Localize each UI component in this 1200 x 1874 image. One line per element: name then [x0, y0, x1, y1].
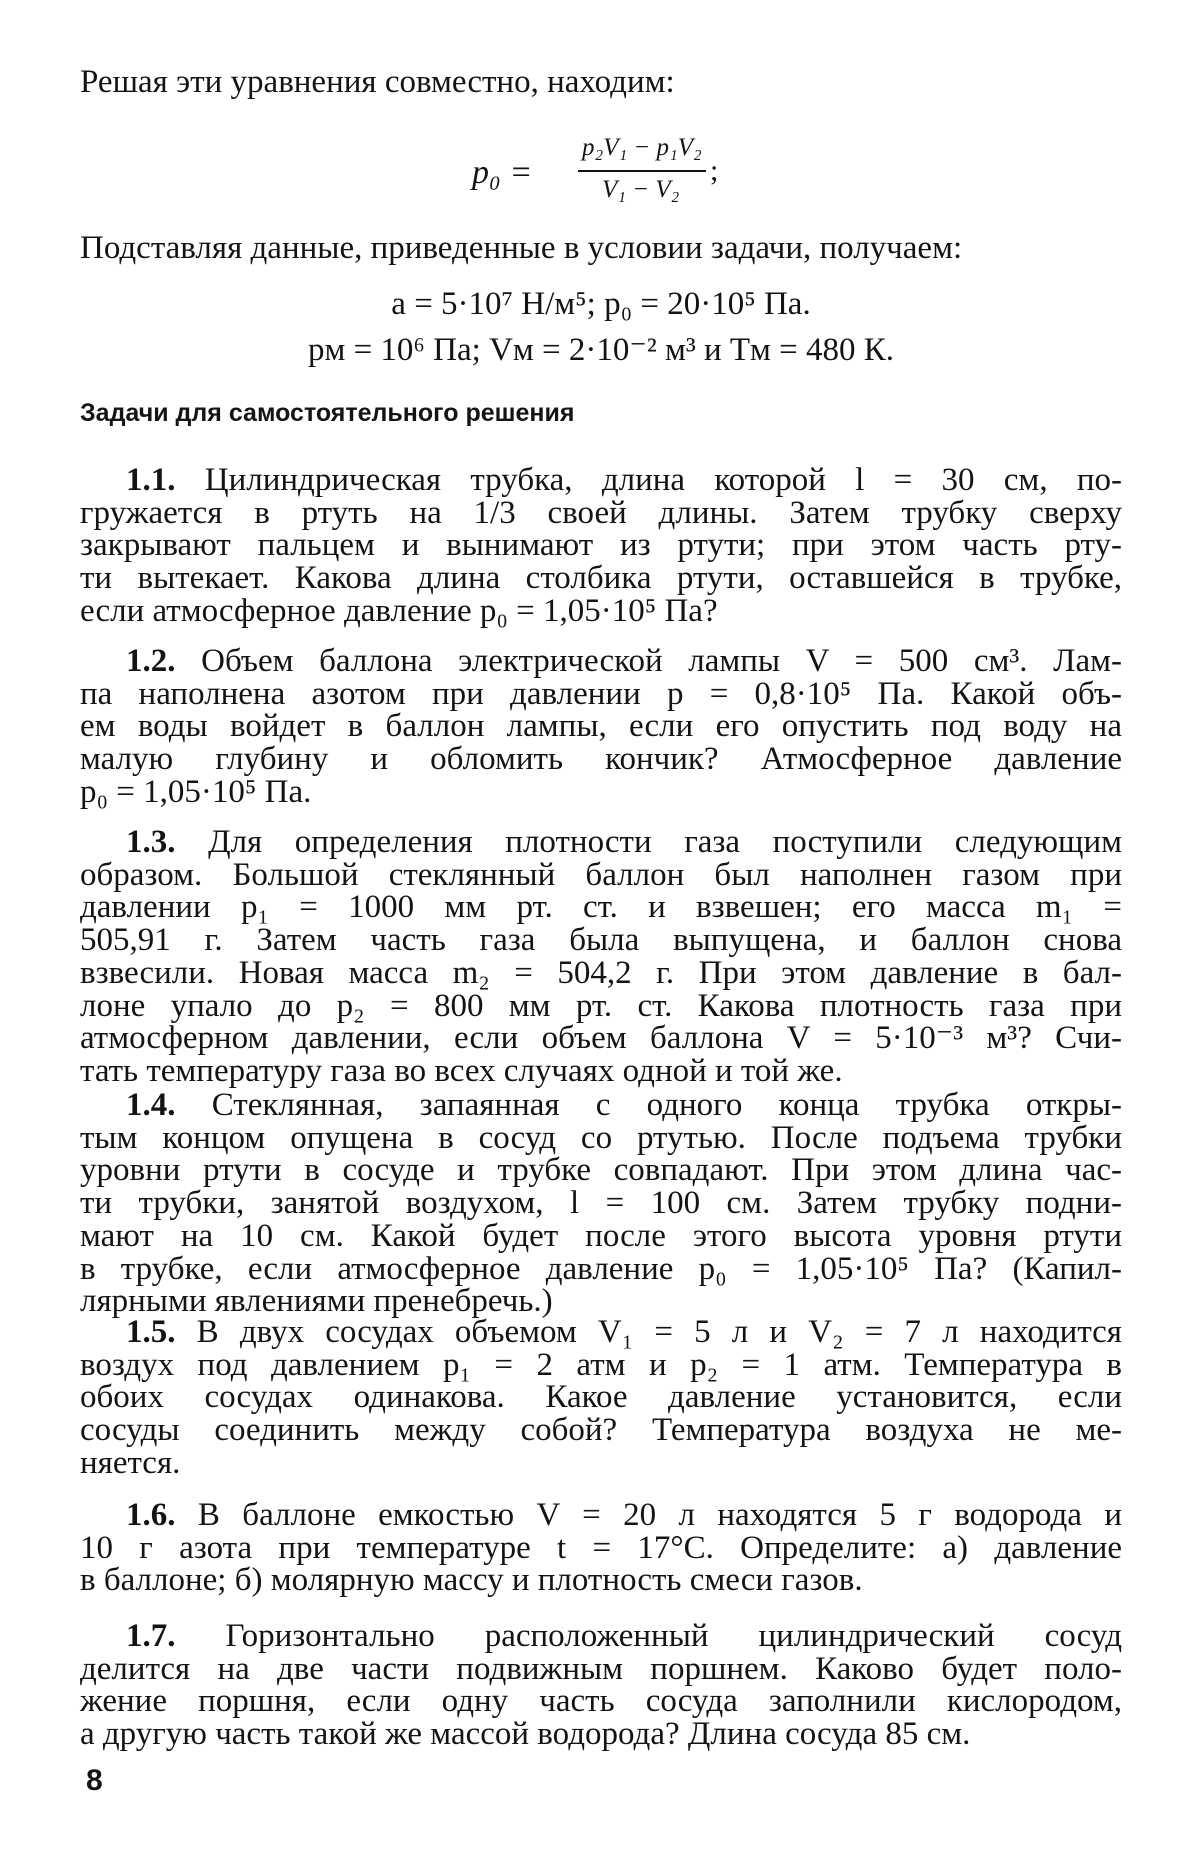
problem-text: 505,91 г. Затем часть газа была выпущена, и баллон снова [80, 922, 1122, 958]
problem-text: В баллоне емкостью V = 20 л находятся 5 г водорода и [197, 1497, 1122, 1533]
problem-text: тым концом опущена в сосуд со ртутью. После подъема трубки [80, 1120, 1122, 1156]
problem-text: тать температуру газа во всех случаях одной и той же. [80, 1053, 843, 1089]
problem-text: сосуды соединить между собой? Температура воздуха не ме- [80, 1412, 1122, 1448]
problem-text: малую глубину и обломить кончик? Атмосферное давление [80, 741, 1122, 777]
problem-text: Для определения плотности газа поступили следующим [208, 824, 1122, 860]
problem-line [80, 1560, 1122, 1600]
problem-number: 1.2. [126, 643, 176, 679]
problem-text: ем воды войдет в баллон лампы, если его опустить под воду на [80, 708, 1122, 744]
problem-text: жение поршня, если одну часть сосуда заполнили кислородом, [80, 1683, 1122, 1719]
problem-text: давлении p₁ = 1000 мм рт. ст. и взвешен; его масса m₁ = [80, 889, 1122, 925]
problem-text: лярными явлениями пренебречь.) [80, 1283, 553, 1319]
problem-line [80, 591, 1122, 631]
problem-number: 1.5. [126, 1314, 176, 1350]
problem-number: 1.7. [126, 1618, 176, 1654]
problem-number: 1.6. [126, 1497, 176, 1533]
formula-numerator: p₂V₁ − p₁V₂ [582, 134, 702, 161]
problem-text: уровни ртути в сосуде и трубке совпадают. При этом длина час- [80, 1152, 1122, 1188]
problem-text: Объем баллона электрической лампы V = 500 см³. Лам- [201, 643, 1123, 679]
formula-lhs: p₀ = [472, 154, 533, 191]
formula-trail: ; [710, 154, 719, 187]
problem-text: ти трубки, занятой воздухом, l = 100 см. Затем трубку подни- [80, 1185, 1122, 1221]
problem-text: образом. Большой стеклянный баллон был наполнен газом при [80, 857, 1122, 893]
problem-text: ти вытекает. Какова длина столбика ртути, оставшейся в трубке, [80, 560, 1122, 596]
problem-number: 1.4. [126, 1087, 176, 1123]
problem-text: гружается в ртуть на 1/3 своей длины. Затем трубку сверху [80, 495, 1122, 531]
problem-text: мают на 10 см. Какой будет после этого высота уровня ртути [80, 1218, 1122, 1254]
intro-text: Решая эти уравнения совместно, находим: [80, 64, 675, 100]
problem-text: закрывают пальцем и вынимают из ртути; при этом часть рту- [80, 527, 1122, 563]
problem-line [80, 1714, 1122, 1754]
problem-text: 10 г азота при температуре t = 17°C. Определите: а) давление [80, 1530, 1122, 1566]
problem-text: делится на две части подвижным поршнем. Каково будет поло- [80, 1651, 1122, 1687]
problem-text: Стеклянная, запаянная с одного конца трубка откры- [211, 1087, 1123, 1123]
problem-text: в баллоне; б) молярную массу и плотность смеси газов. [80, 1562, 863, 1598]
problem-text: взвесили. Новая масса m₂ = 504,2 г. При этом давление в бал- [80, 955, 1122, 991]
problem-text: воздух под давлением p₁ = 2 атм и p₂ = 1 атм. Температура в [80, 1347, 1122, 1383]
result-line-1: a = 5·10⁷ Н/м⁵; p₀ = 20·10⁵ Па. [391, 286, 811, 322]
problem-number: 1.1. [126, 462, 176, 498]
problem-text: лоне упало до p₂ = 800 мм рт. ст. Какова плотность газа при [80, 988, 1122, 1024]
page-number: 8 [86, 1764, 103, 1797]
problem-text: няется. [80, 1445, 181, 1481]
problem-line [80, 772, 1122, 812]
formula-p0 [470, 132, 770, 216]
problem-line [80, 1443, 1122, 1483]
result-line-2: pм = 10⁶ Па; Vм = 2·10⁻² м³ и Tм = 480 К. [307, 332, 895, 368]
problem-text: если атмосферное давление p₀ = 1,05·10⁵ Па? [80, 593, 718, 629]
problem-text: а другую часть такой же массой водорода? Длина сосуда 85 см. [80, 1716, 971, 1752]
problem-text: атмосферном давлении, если объем баллона V = 5·10⁻³ м³? Счи- [80, 1020, 1122, 1056]
problem-text: в трубке, если атмосферное давление p₀ = 1,05·10⁵ Па? (Капил- [80, 1251, 1122, 1287]
problem-text: Горизонтально расположенный цилиндрический сосуд [225, 1618, 1122, 1654]
problem-text: Цилиндрическая трубка, длина которой l = 30 см, по- [204, 462, 1122, 498]
fraction-bar [578, 170, 706, 172]
problem-text: p₀ = 1,05·10⁵ Па. [80, 774, 312, 810]
section-heading: Задачи для самостоятельного решения [80, 399, 575, 427]
problem-text: В двух сосудах объемом V₁ = 5 л и V₂ = 7 л находится [196, 1314, 1122, 1350]
problem-text: па наполнена азотом при давлении p = 0,8·10⁵ Па. Какой объ- [80, 676, 1122, 712]
substitution-text: Подставляя данные, приведенные в условии задачи, получаем: [80, 230, 963, 266]
problem-text: обоих сосудах одинакова. Какое давление установится, если [80, 1379, 1122, 1415]
problem-number: 1.3. [126, 824, 176, 860]
formula-denominator: V₁ − V₂ [602, 176, 680, 203]
